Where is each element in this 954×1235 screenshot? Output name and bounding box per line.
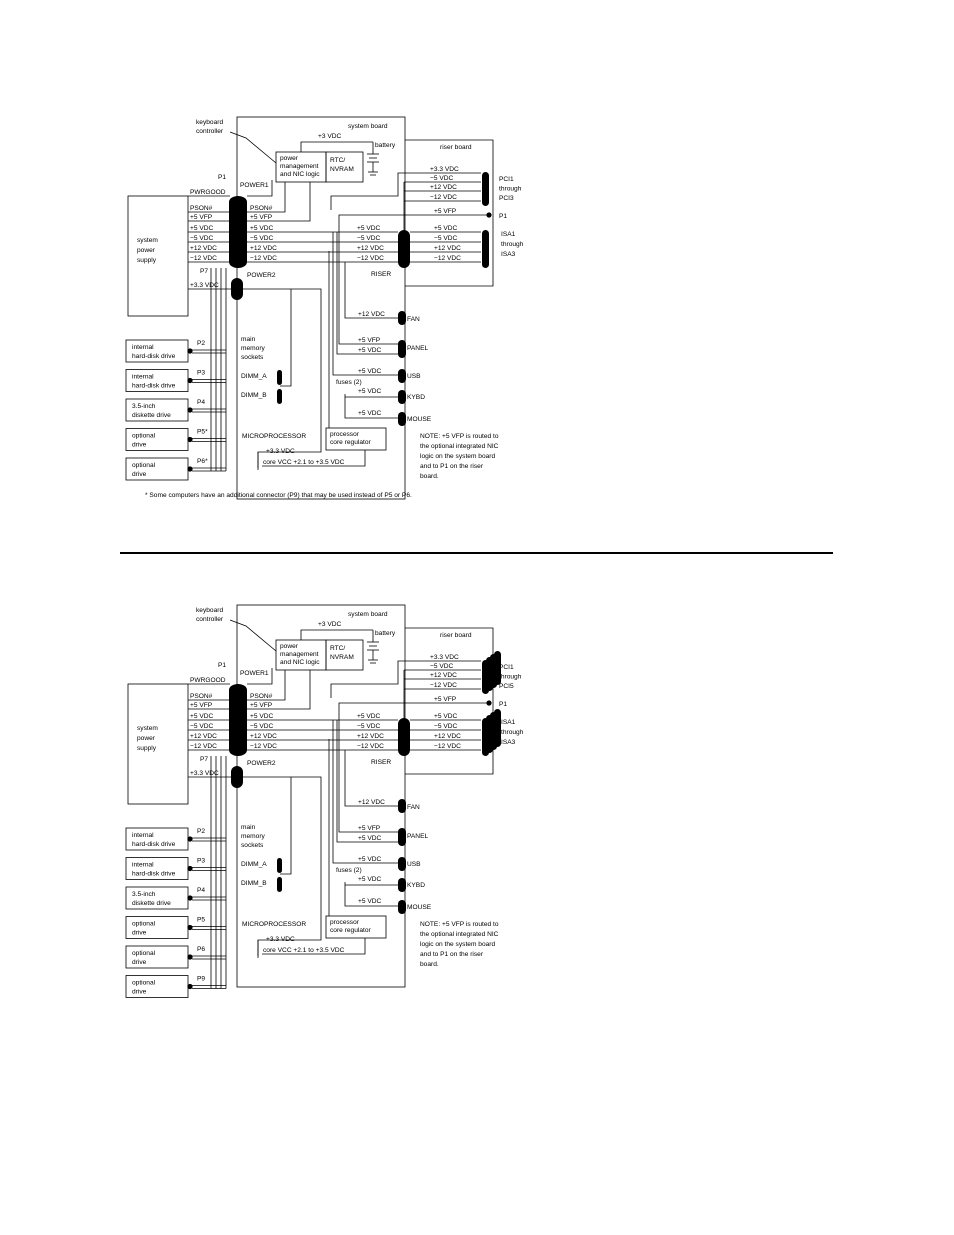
isa-label: ISA1 <box>501 231 516 238</box>
drive-name-line-1: internal <box>132 832 154 839</box>
usb-v-label: +5 VDC <box>358 368 382 375</box>
v3-wire <box>301 630 373 640</box>
dimm-a-connector <box>277 370 282 385</box>
power2-label: POWER2 <box>247 760 276 767</box>
core-v-label: core VCC +2.1 to +3.5 VDC <box>263 459 345 466</box>
board-line-label: PSON# <box>250 693 273 700</box>
microprocessor-label: MICROPROCESSOR <box>242 921 307 928</box>
kybd-v-label: +5 VDC <box>358 876 382 883</box>
note-text-line-3: logic on the system board <box>420 941 496 948</box>
drive-name-line-2: hard-disk drive <box>132 382 176 390</box>
riser-line-label: +12 VDC <box>357 245 384 252</box>
note-text-line-1: NOTE: +5 VFP is routed to <box>420 921 499 928</box>
panel-v2-label: +5 VDC <box>358 347 382 354</box>
kybd-v-label: +5 VDC <box>358 388 382 395</box>
drive-connector <box>187 836 192 841</box>
wire <box>331 661 481 698</box>
mouse-connector <box>398 412 406 426</box>
isa-label: through <box>501 241 524 248</box>
board-line-label: +5 VFP <box>250 702 273 709</box>
battery-label: battery <box>375 142 396 149</box>
keyboard-controller-label-line-1: keyboard <box>196 119 224 126</box>
footnote: * Some computers have an additional connector (P9) that may be used instead of P5 or P6. <box>145 492 412 499</box>
riser-label: RISER <box>371 759 392 766</box>
isa-label: through <box>501 729 524 736</box>
psu-line-label: +12 VDC <box>190 733 217 740</box>
wire <box>331 173 481 210</box>
kybd-label: KYBD <box>407 882 425 889</box>
drive-port-label: P3 <box>197 857 206 865</box>
fuses-label: fuses (2) <box>336 379 362 386</box>
kybd-connector <box>398 390 406 404</box>
psu-label-line-1: system <box>137 237 158 244</box>
drive-connector <box>187 407 192 412</box>
pm-nic-label-line-3: and NIC logic <box>280 171 320 178</box>
dimm-b-connector <box>277 389 282 404</box>
note-text-line-4: and to P1 on the riser <box>420 463 484 470</box>
pci-line-label: +12 VDC <box>430 672 457 679</box>
drive-port-label: P2 <box>197 828 206 835</box>
isa-line-label: +5 VDC <box>434 225 458 232</box>
pci-line-label: +3.3 VDC <box>430 654 459 661</box>
drive-name-line-2: drive <box>132 441 147 449</box>
panel-label: PANEL <box>407 833 429 840</box>
note-text-line-2: the optional integrated NIC <box>420 443 499 450</box>
drive-port-label: P4 <box>197 887 206 894</box>
section-separator <box>120 552 833 554</box>
isa-connector <box>494 709 501 747</box>
system-board-label: system board <box>348 123 388 130</box>
panel-connector <box>398 828 406 846</box>
board-line-label: PSON# <box>250 205 273 212</box>
board-line-label: +5 VDC <box>250 225 274 232</box>
drive-name-line-2: hard-disk drive <box>132 870 176 878</box>
drive-port-label: P6* <box>197 458 208 465</box>
pci-label: PCI1 <box>499 176 514 183</box>
board-line-label: +12 VDC <box>250 245 277 252</box>
isa-line-label: −12 VDC <box>434 255 461 262</box>
note-text-line-5: board. <box>420 961 439 968</box>
kybd-connector <box>398 878 406 892</box>
riser-line-label: −12 VDC <box>357 743 384 750</box>
power2-label: POWER2 <box>247 272 276 279</box>
isa-label: ISA3 <box>501 251 516 258</box>
p1-right-label: P1 <box>499 701 508 708</box>
dimm-a-connector <box>277 858 282 873</box>
v3-wire <box>301 142 373 152</box>
drive-name-line-2: hard-disk drive <box>132 353 176 360</box>
psu-label-line-2: power <box>137 735 155 742</box>
p1-label: P1 <box>218 174 227 181</box>
pci-line-label: +12 VDC <box>430 184 457 191</box>
fan-v-label: +12 VDC <box>358 799 385 806</box>
note-text-line-1: NOTE: +5 VFP is routed to <box>420 433 499 440</box>
isa-label: ISA1 <box>501 719 516 726</box>
riser-line-label: −5 VDC <box>357 235 381 242</box>
memory-label-line-2: memory <box>241 833 265 840</box>
drive-name-line-1: optional <box>132 462 156 469</box>
psu-line-label: +5 VFP <box>190 214 213 221</box>
drive-port-label: P5* <box>197 428 208 436</box>
power2-connector <box>231 278 243 300</box>
v3-label: +3 VDC <box>318 133 342 140</box>
pwrgood-label: PWRGOOD <box>190 189 226 196</box>
mouse-label: MOUSE <box>407 904 432 911</box>
kybd-label: KYBD <box>407 394 425 401</box>
usb-label: USB <box>407 861 421 868</box>
psu-line-label: −12 VDC <box>190 743 217 750</box>
riser-board-label: riser board <box>440 632 472 639</box>
v33-label: +3.3 VDC <box>190 770 219 777</box>
dimm-a-label: DIMM_A <box>241 861 267 868</box>
p1-riser-connector <box>486 700 491 705</box>
pm-nic-label-line-3: and NIC logic <box>280 659 320 666</box>
drive-connector <box>187 378 192 383</box>
drive-connector <box>187 466 192 471</box>
riser-board-label: riser board <box>440 144 472 151</box>
fan-label: FAN <box>407 804 420 811</box>
note-text-line-5: board. <box>420 473 439 480</box>
keyboard-controller-label-line-2: controller <box>196 616 224 623</box>
psu-line-label: +12 VDC <box>190 245 217 252</box>
fan-connector <box>398 311 406 325</box>
psu-line-label: PSON# <box>190 693 213 700</box>
isa-label: ISA3 <box>501 739 516 746</box>
psu-label-line-3: supply <box>137 257 157 264</box>
psu-line-label: PSON# <box>190 205 213 212</box>
panel-connector <box>398 340 406 358</box>
pci-line-label: +3.3 VDC <box>430 166 459 173</box>
riser-label: RISER <box>371 271 392 278</box>
p1-riser-connector <box>486 212 491 217</box>
system-board-label: system board <box>348 611 388 618</box>
drive-connector <box>187 984 192 989</box>
isa-line-label: −5 VDC <box>434 723 458 730</box>
micro-v33-label: +3.3 VDC <box>266 936 295 943</box>
pci-line-label: −5 VDC <box>430 175 454 182</box>
dimm-b-label: DIMM_B <box>241 880 267 887</box>
micro-v33-label: +3.3 VDC <box>266 448 295 455</box>
riser-line-label: +5 VDC <box>357 713 381 720</box>
riser-line-label: +5 VDC <box>357 225 381 232</box>
drive-connector <box>187 348 192 353</box>
memory-label-line-3: sockets <box>241 842 264 849</box>
board-line-label: −5 VDC <box>250 723 274 730</box>
isa-line-label: +12 VDC <box>434 733 461 740</box>
memory-label-line-1: main <box>241 336 256 343</box>
vfp-riser-wire <box>339 703 487 709</box>
psu-line-label: −5 VDC <box>190 723 214 730</box>
v33-label: +3.3 VDC <box>190 282 219 289</box>
power1-label: POWER1 <box>240 670 269 677</box>
mouse-connector <box>398 900 406 914</box>
note-text-line-2: the optional integrated NIC <box>420 931 499 938</box>
rtc-label-line-2: NVRAM <box>330 654 354 661</box>
drive-name-line-1: internal <box>132 373 154 381</box>
usb-connector <box>398 857 406 871</box>
panel-v1-label: +5 VFP <box>358 825 381 832</box>
system-power-supply-box <box>128 684 188 804</box>
psu-line-label: −5 VDC <box>190 235 214 242</box>
rtc-label-line-2: NVRAM <box>330 166 354 173</box>
diagram-bottom <box>126 605 524 998</box>
psu-line-label: +5 VDC <box>190 713 214 720</box>
riser-connector <box>398 230 410 268</box>
psu-label-line-3: supply <box>137 745 157 752</box>
drive-name-line-1: optional <box>132 950 156 957</box>
proc-reg-label-line-1: processor <box>330 919 359 926</box>
drive-name-line-1: 3.5-inch <box>132 891 156 898</box>
drive-connector <box>187 925 192 930</box>
fan-connector <box>398 799 406 813</box>
pci-label: PCI5 <box>499 683 514 690</box>
fuses-label: fuses (2) <box>336 867 362 874</box>
riser-connector <box>398 718 410 756</box>
p1-right-line-label: +5 VFP <box>434 696 457 703</box>
dimm-a-label: DIMM_A <box>241 373 267 380</box>
power1-connector <box>229 684 247 756</box>
drive-connector <box>187 954 192 959</box>
drive-port-label: P2 <box>197 340 206 347</box>
power1-label: POWER1 <box>240 182 269 189</box>
drive-name-line-1: optional <box>132 920 156 928</box>
pm-nic-label-line-1: power <box>280 643 298 650</box>
power2-connector <box>231 766 243 788</box>
drive-name-line-2: hard-disk drive <box>132 841 176 848</box>
drive-port-label: P3 <box>197 369 206 377</box>
drive-connector <box>187 437 192 442</box>
riser-line-label: −5 VDC <box>357 723 381 730</box>
pwrgood-label: PWRGOOD <box>190 677 226 684</box>
dimm-b-label: DIMM_B <box>241 392 267 399</box>
psu-label-line-2: power <box>137 247 155 254</box>
drive-port-label: P6 <box>197 946 206 953</box>
drive-name-line-1: internal <box>132 344 154 351</box>
psu-line-label: +5 VDC <box>190 225 214 232</box>
pci-line-label: −12 VDC <box>430 682 457 689</box>
p1-label: P1 <box>218 662 227 669</box>
fan-v-label: +12 VDC <box>358 311 385 318</box>
isa-line-label: −5 VDC <box>434 235 458 242</box>
usb-connector <box>398 369 406 383</box>
riser-line-label: −12 VDC <box>357 255 384 262</box>
panel-v1-label: +5 VFP <box>358 337 381 344</box>
rtc-label-line-1: RTC/ <box>330 645 346 652</box>
riser-line-label: +12 VDC <box>357 733 384 740</box>
board-line-label: −5 VDC <box>250 235 274 242</box>
isa-line-label: −12 VDC <box>434 743 461 750</box>
pci-line-label: −12 VDC <box>430 194 457 201</box>
keyboard-controller-label-line-1: keyboard <box>196 607 224 614</box>
proc-reg-label-line-2: core regulator <box>330 927 371 934</box>
drive-name-line-1: optional <box>132 432 156 440</box>
pm-nic-label-line-1: power <box>280 155 298 162</box>
p7-label: P7 <box>200 268 209 275</box>
drive-name-line-2: diskette drive <box>132 900 171 907</box>
memory-label-line-3: sockets <box>241 354 264 361</box>
memory-label-line-1: main <box>241 824 256 831</box>
pci-label: through <box>499 185 522 193</box>
drive-name-line-2: drive <box>132 988 147 996</box>
pm-nic-label-line-2: management <box>280 163 319 170</box>
pci-label: through <box>499 673 522 681</box>
board-line-label: +5 VDC <box>250 713 274 720</box>
drive-port-label: P5 <box>197 916 206 924</box>
fan-label: FAN <box>407 316 420 323</box>
drive-name-line-2: drive <box>132 471 147 478</box>
psu-line-label: +5 VFP <box>190 702 213 709</box>
drive-name-line-2: diskette drive <box>132 412 171 419</box>
pci-connector <box>482 172 489 206</box>
drive-name-line-1: optional <box>132 979 156 987</box>
proc-reg-label-line-2: core regulator <box>330 439 371 446</box>
isa-line-label: +5 VDC <box>434 713 458 720</box>
panel-label: PANEL <box>407 345 429 352</box>
power1-connector <box>229 196 247 268</box>
drive-name-line-1: internal <box>132 861 154 869</box>
isa-connector <box>482 230 489 268</box>
battery-label: battery <box>375 630 396 637</box>
rtc-label-line-1: RTC/ <box>330 157 346 164</box>
p7-label: P7 <box>200 756 209 763</box>
board-line-label: −12 VDC <box>250 743 277 750</box>
keyboard-controller-label-line-2: controller <box>196 128 224 135</box>
core-v-label: core VCC +2.1 to +3.5 VDC <box>263 947 345 954</box>
proc-reg-label-line-1: processor <box>330 431 359 438</box>
mouse-v-label: +5 VDC <box>358 898 382 905</box>
board-line-label: −12 VDC <box>250 255 277 262</box>
psu-line-label: −12 VDC <box>190 255 217 262</box>
pci-label: PCI1 <box>499 664 514 671</box>
psu-label-line-1: system <box>137 725 158 732</box>
p1-right-label: P1 <box>499 213 508 220</box>
usb-v-label: +5 VDC <box>358 856 382 863</box>
mouse-label: MOUSE <box>407 416 432 423</box>
drive-port-label: P9 <box>197 975 206 983</box>
isa-line-label: +12 VDC <box>434 245 461 252</box>
board-line-label: +5 VFP <box>250 214 273 221</box>
usb-label: USB <box>407 373 421 380</box>
pci-label: PCI3 <box>499 195 514 202</box>
pm-nic-label-line-2: management <box>280 651 319 658</box>
board-line-label: +12 VDC <box>250 733 277 740</box>
mouse-v-label: +5 VDC <box>358 410 382 417</box>
drive-name-line-1: 3.5-inch <box>132 403 156 410</box>
p1-right-line-label: +5 VFP <box>434 208 457 215</box>
dimm-b-connector <box>277 877 282 892</box>
drive-connector <box>187 866 192 871</box>
vfp-riser-wire <box>339 215 487 221</box>
microprocessor-label: MICROPROCESSOR <box>242 433 307 440</box>
pci-line-label: −5 VDC <box>430 663 454 670</box>
drive-connector <box>187 895 192 900</box>
drive-name-line-2: drive <box>132 959 147 966</box>
system-power-supply-box <box>128 196 188 316</box>
note-text-line-4: and to P1 on the riser <box>420 951 484 958</box>
memory-label-line-2: memory <box>241 345 265 352</box>
diagram-top <box>126 117 524 499</box>
drive-name-line-2: drive <box>132 929 147 937</box>
note-text-line-3: logic on the system board <box>420 453 496 460</box>
drive-port-label: P4 <box>197 399 206 406</box>
panel-v2-label: +5 VDC <box>358 835 382 842</box>
v3-label: +3 VDC <box>318 621 342 628</box>
